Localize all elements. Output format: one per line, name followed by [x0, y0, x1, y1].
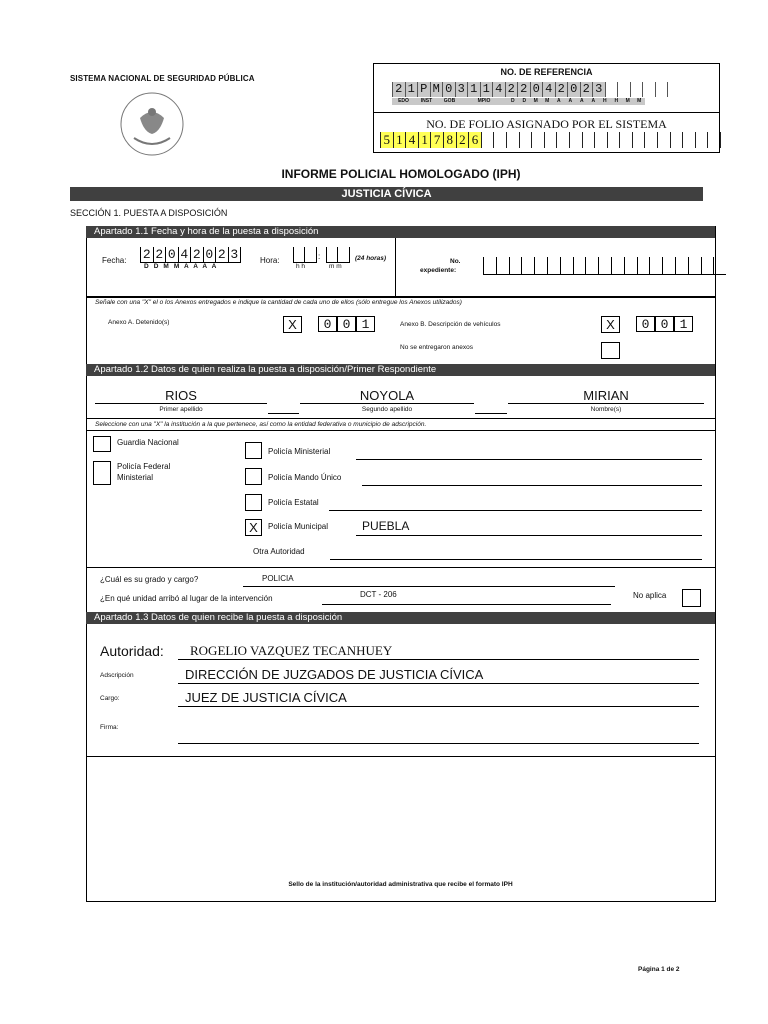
folio-char-cell: 7 — [430, 132, 443, 148]
section-heading: SECCIÓN 1. PUESTA A DISPOSICIÓN — [70, 208, 228, 218]
annex-b-label: Anexo B. Descripción de vehículos — [400, 321, 501, 328]
reference-char-cell: 0 — [530, 82, 543, 97]
nombre-label: Nombre(s) — [590, 406, 622, 413]
folio-char-cell: 6 — [468, 132, 481, 148]
cargo-value: JUEZ DE JUSTICIA CÍVICA — [185, 690, 347, 705]
adscripcion-value: DIRECCIÓN DE JUZGADOS DE JUSTICIA CÍVICA — [185, 667, 484, 682]
reference-char-cell: M — [430, 82, 443, 97]
otra-autoridad-label: Otra Autoridad — [253, 547, 305, 556]
annex-a-checkbox[interactable]: X — [283, 316, 302, 333]
folio-char-cell — [657, 132, 670, 148]
fecha-char-cell: 2 — [215, 247, 228, 262]
folio-char-cell — [481, 132, 494, 148]
policia-federal-checkbox[interactable] — [93, 461, 111, 485]
adscripcion-label: Adscripción — [100, 672, 134, 679]
apartado-1-2-bar: Apartado 1.2 Datos de quien realiza la puesta a disposición/Primer Respondiente — [86, 364, 715, 376]
annex-count-cell: 0 — [655, 316, 674, 332]
expediente-cell[interactable] — [624, 257, 637, 274]
reference-sublabel: MPIO — [461, 98, 507, 105]
segundo-apellido-value: NOYOLA — [359, 388, 415, 403]
expediente-cell[interactable] — [662, 257, 675, 274]
autoridad-label: Autoridad: — [100, 643, 164, 659]
policia-municipal-value: PUEBLA — [362, 519, 410, 533]
fecha-cells — [140, 247, 241, 263]
folio-char-cell — [531, 132, 544, 148]
expediente-cell[interactable] — [534, 257, 547, 274]
folio-char-cell — [644, 132, 657, 148]
reference-sublabel: D — [507, 98, 519, 105]
policia-ministerial-checkbox[interactable] — [245, 442, 262, 459]
reference-sublabel: D — [519, 98, 531, 105]
policia-mando-unico-label: Policía Mando Único — [268, 473, 342, 482]
folio-char-cell: 1 — [418, 132, 431, 148]
reference-char-cell: 3 — [455, 82, 468, 97]
fecha-char-cell: 2 — [190, 247, 203, 262]
reference-char-cell: 2 — [555, 82, 568, 97]
reference-char-cell: 2 — [517, 82, 530, 97]
primer-apellido-label: Primer apellido — [159, 406, 203, 413]
unidad-answer: DCT - 206 — [360, 590, 397, 599]
reference-sublabel: A — [588, 98, 600, 105]
folio-char-cell — [582, 132, 595, 148]
expediente-cell[interactable] — [701, 257, 714, 274]
reference-char-cell: 0 — [442, 82, 455, 97]
policia-municipal-label: Policía Municipal — [268, 522, 329, 531]
reference-sublabel: EDO — [392, 98, 415, 105]
apartado-1-1-bar: Apartado 1.1 Fecha y hora de la puesta a disposición — [86, 226, 715, 238]
reference-char-cell: 1 — [405, 82, 418, 97]
folio-char-cell — [632, 132, 645, 148]
apartado-1-3-bar: Apartado 1.3 Datos de quien recibe la puesta a disposición — [86, 612, 715, 624]
reference-sublabels — [392, 98, 645, 105]
expediente-cell[interactable] — [496, 257, 509, 274]
annex-a-count[interactable] — [318, 316, 375, 332]
reference-number-cells — [392, 82, 668, 97]
expediente-cell[interactable] — [598, 257, 611, 274]
expediente-cell[interactable] — [649, 257, 662, 274]
annex-count-cell: 1 — [356, 316, 375, 332]
reference-sublabel: M — [634, 98, 646, 105]
expediente-cell[interactable] — [573, 257, 586, 274]
reference-char-cell — [630, 82, 643, 97]
folio-char-cell — [506, 132, 519, 148]
fecha-label: Fecha: — [102, 256, 127, 265]
expediente-cell[interactable] — [560, 257, 573, 274]
unidad-question: ¿En qué unidad arribó al lugar de la intervención — [100, 594, 273, 603]
folio-char-cell — [695, 132, 708, 148]
annex-count-cell: 1 — [674, 316, 693, 332]
folio-char-cell — [493, 132, 506, 148]
folio-char-cell: 8 — [443, 132, 456, 148]
hora-minutes-input[interactable] — [326, 247, 350, 263]
folio-char-cell — [707, 132, 721, 148]
policia-mando-unico-checkbox[interactable] — [245, 468, 262, 485]
folio-char-cell: 5 — [380, 132, 393, 148]
hora-h-sublabel: h h — [296, 263, 306, 270]
reference-box — [373, 63, 720, 153]
hora-label: Hora: — [260, 256, 280, 265]
policia-estatal-checkbox[interactable] — [245, 494, 262, 511]
reference-char-cell: 2 — [580, 82, 593, 97]
no-aplica-label: No aplica — [633, 591, 667, 600]
folio-char-cell — [670, 132, 683, 148]
reference-char-cell: 0 — [567, 82, 580, 97]
fecha-sublabel: D D M M A A A A — [144, 263, 218, 270]
expediente-cell[interactable] — [688, 257, 701, 274]
hora-separator: : — [318, 252, 321, 261]
fecha-char-cell: 0 — [203, 247, 216, 262]
reference-char-cell: 2 — [505, 82, 518, 97]
reference-char-cell — [605, 82, 618, 97]
policia-ministerial-label: Policía Ministerial — [268, 447, 331, 456]
fecha-char-cell: 2 — [153, 247, 166, 262]
reference-char-cell: 4 — [542, 82, 555, 97]
reference-char-cell: 3 — [592, 82, 605, 97]
expediente-label-1: No. — [450, 258, 461, 265]
system-name: SISTEMA NACIONAL DE SEGURIDAD PÚBLICA — [70, 74, 255, 83]
grado-question: ¿Cuál es su grado y cargo? — [100, 575, 199, 584]
reference-sublabel: A — [553, 98, 565, 105]
primer-apellido-value: RIOS — [165, 388, 197, 403]
folio-char-cell: 4 — [405, 132, 418, 148]
folio-char-cell — [544, 132, 557, 148]
annex-count-cell: 0 — [636, 316, 655, 332]
policia-federal-label-1: Policía Federal — [117, 462, 171, 471]
guardia-nacional-checkbox[interactable] — [93, 436, 111, 452]
expediente-cell[interactable] — [483, 257, 496, 274]
guardia-nacional-label: Guardia Nacional — [117, 438, 179, 447]
subtitle-bar: JUSTICIA CÍVICA — [70, 187, 703, 201]
hora-note: (24 horas) — [355, 255, 387, 262]
folio-char-cell — [607, 132, 620, 148]
folio-char-cell — [619, 132, 632, 148]
reference-char-cell — [617, 82, 630, 97]
folio-char-cell — [594, 132, 607, 148]
reference-sublabel: GOB — [438, 98, 461, 105]
folio-title: NO. DE FOLIO ASIGNADO POR EL SISTEMA — [426, 117, 667, 131]
reference-sublabel: M — [542, 98, 554, 105]
expediente-cell[interactable] — [713, 257, 726, 274]
expediente-cell[interactable] — [637, 257, 650, 274]
folio-char-cell — [519, 132, 532, 148]
grado-answer: POLICIA — [262, 574, 294, 583]
reference-char-cell: 4 — [492, 82, 505, 97]
reference-sublabel: A — [565, 98, 577, 105]
reference-sublabel: H — [611, 98, 623, 105]
reference-char-cell — [655, 82, 669, 97]
expediente-label-2: expediente: — [420, 267, 457, 274]
folio-char-cell — [556, 132, 569, 148]
policia-estatal-label: Policía Estatal — [268, 498, 319, 507]
cargo-label: Cargo: — [100, 695, 120, 702]
policia-federal-label-2: Ministerial — [117, 473, 154, 482]
hora-hours-input[interactable] — [293, 247, 317, 263]
firma-label: Firma: — [100, 724, 119, 731]
reference-sublabel: M — [622, 98, 634, 105]
expediente-cell[interactable] — [585, 257, 598, 274]
annex-count-cell: 0 — [337, 316, 356, 332]
expediente-input[interactable] — [483, 257, 726, 275]
national-seal-icon — [116, 88, 188, 158]
reference-sublabel: H — [599, 98, 611, 105]
document-title: INFORME POLICIAL HOMOLOGADO (IPH) — [281, 167, 521, 181]
annex-b-count[interactable] — [636, 316, 693, 332]
folio-char-cell — [569, 132, 582, 148]
annex-count-cell: 0 — [318, 316, 337, 332]
no-annex-label: No se entregaron anexos — [400, 344, 473, 351]
reference-sublabel: INST — [415, 98, 438, 105]
folio-char-cell: 2 — [456, 132, 469, 148]
expediente-cell[interactable] — [521, 257, 534, 274]
autoridad-value: ROGELIO VAZQUEZ TECANHUEY — [190, 643, 393, 658]
page-number: Página 1 de 2 — [638, 966, 680, 973]
annex-b-checkbox[interactable]: X — [601, 316, 620, 333]
reference-sublabel: A — [576, 98, 588, 105]
no-aplica-checkbox[interactable] — [682, 589, 701, 607]
fecha-char-cell: 3 — [228, 247, 242, 262]
reference-title: NO. DE REFERENCIA — [500, 67, 593, 77]
expediente-cell[interactable] — [675, 257, 688, 274]
folio-number-cells — [380, 132, 721, 148]
annex-a-label: Anexo A. Detenido(s) — [108, 319, 170, 326]
policia-municipal-checkbox[interactable]: X — [245, 519, 262, 536]
sello-label: Sello de la institución/autoridad administrativa que recibe el formato IPH — [288, 881, 513, 888]
folio-char-cell — [682, 132, 695, 148]
reference-char-cell: 2 — [392, 82, 405, 97]
reference-sublabel: M — [530, 98, 542, 105]
reference-char-cell: P — [417, 82, 430, 97]
hora-m-sublabel: m m — [329, 263, 342, 270]
expediente-cell[interactable] — [611, 257, 624, 274]
folio-char-cell: 1 — [393, 132, 406, 148]
annex-note: Señale con una "X" el o los Anexos entregados e indique la cantidad de cada uno de ellos (sólo entregue los Anexos utilizados) — [95, 299, 462, 306]
fecha-char-cell: 0 — [165, 247, 178, 262]
segundo-apellido-label: Segundo apellido — [361, 406, 413, 413]
institution-note: Seleccione con una "X" la institución a la que pertenece, así como la entidad federativa o municipio de adscripción. — [95, 421, 427, 428]
nombre-value: MIRIAN — [583, 388, 629, 403]
no-annex-checkbox[interactable] — [601, 342, 620, 359]
reference-char-cell — [642, 82, 655, 97]
fecha-char-cell: 4 — [178, 247, 191, 262]
expediente-cell[interactable] — [509, 257, 522, 274]
fecha-char-cell: 2 — [140, 247, 153, 262]
reference-char-cell: 1 — [467, 82, 480, 97]
reference-char-cell: 1 — [480, 82, 493, 97]
expediente-cell[interactable] — [547, 257, 560, 274]
